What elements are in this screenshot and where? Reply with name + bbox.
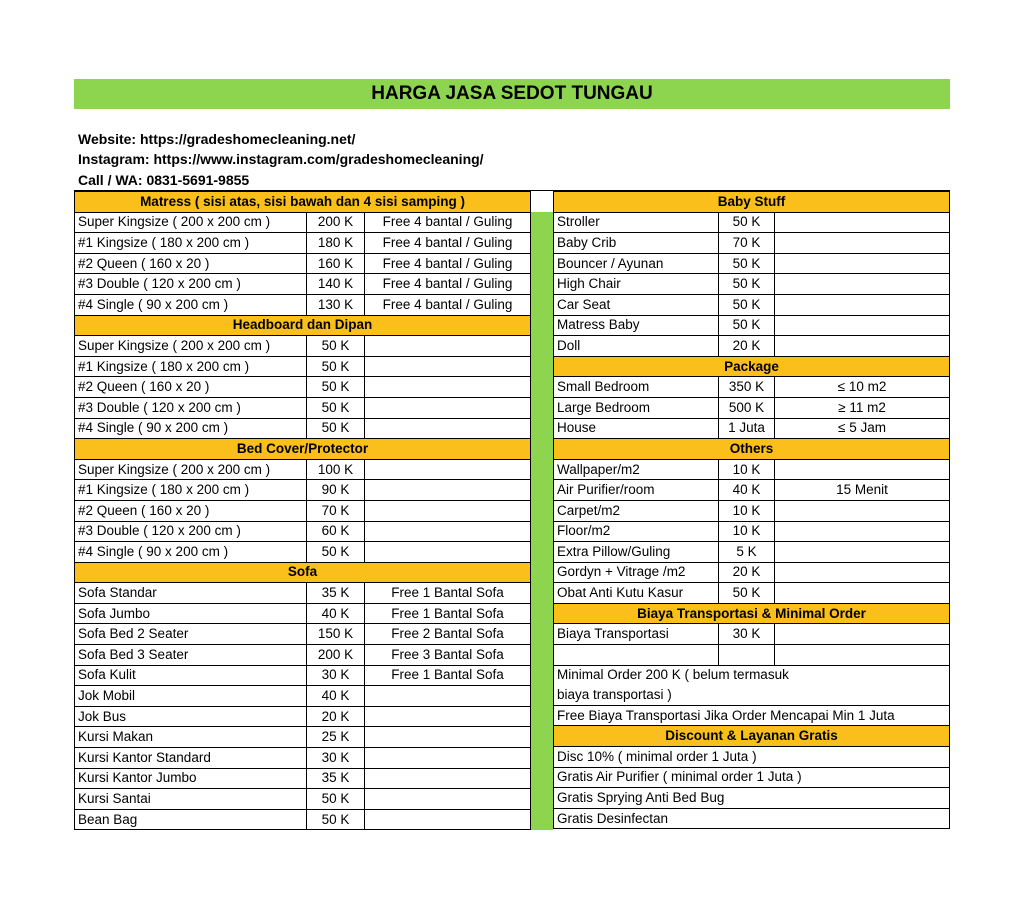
table-row xyxy=(554,480,950,501)
table-row xyxy=(75,706,531,727)
website-info: Website: https://gradeshomecleaning.net/ xyxy=(78,131,356,147)
item-price: 180 K xyxy=(307,233,365,254)
item-price: 50 K xyxy=(719,583,775,604)
item-note xyxy=(775,542,950,563)
table-row xyxy=(75,459,531,480)
item-price: 60 K xyxy=(307,521,365,542)
table-row xyxy=(554,583,950,604)
item-price: 30 K xyxy=(307,748,365,769)
minimal-order-note: Minimal Order 200 K ( belum termasuk xyxy=(554,665,950,685)
matress-header: Matress ( sisi atas, sisi bawah dan 4 sisi samping ) xyxy=(75,192,531,213)
item-name: Carpet/m2 xyxy=(554,500,719,521)
item-price: 10 K xyxy=(719,500,775,521)
table-row xyxy=(554,336,950,357)
table-row xyxy=(554,788,950,809)
item-name: #3 Double ( 120 x 200 cm ) xyxy=(75,274,307,295)
item-note xyxy=(365,686,531,707)
item-price: 50 K xyxy=(719,294,775,315)
item-name: #3 Double ( 120 x 200 cm ) xyxy=(75,397,307,418)
baby-stuff-header: Baby Stuff xyxy=(554,192,950,213)
item-price: 10 K xyxy=(719,521,775,542)
item-name: Jok Mobil xyxy=(75,686,307,707)
item-name: Stroller xyxy=(554,212,719,233)
item-price xyxy=(719,645,775,666)
item-note xyxy=(775,562,950,583)
item-note xyxy=(365,480,531,501)
table-row xyxy=(554,747,950,768)
item-price: 20 K xyxy=(307,706,365,727)
item-price: 50 K xyxy=(307,397,365,418)
bedcover-header: Bed Cover/Protector xyxy=(75,439,531,460)
table-row xyxy=(554,315,950,336)
item-name: Jok Bus xyxy=(75,706,307,727)
package-header: Package xyxy=(554,356,950,377)
section-header-row xyxy=(75,315,531,336)
section-header-row xyxy=(554,439,950,460)
table-row xyxy=(554,542,950,563)
table-row xyxy=(554,665,950,685)
table-row xyxy=(554,521,950,542)
table-row xyxy=(554,500,950,521)
item-note: Free 1 Bantal Sofa xyxy=(365,603,531,624)
table-row xyxy=(554,377,950,398)
item-price: 20 K xyxy=(719,562,775,583)
item-name: #4 Single ( 90 x 200 cm ) xyxy=(75,418,307,439)
table-row xyxy=(75,212,531,233)
item-price: 50 K xyxy=(307,418,365,439)
item-name xyxy=(554,645,719,666)
item-name: Matress Baby xyxy=(554,315,719,336)
item-name: Floor/m2 xyxy=(554,521,719,542)
item-note xyxy=(775,274,950,295)
item-price: 500 K xyxy=(719,397,775,418)
item-note xyxy=(775,315,950,336)
item-price: 50 K xyxy=(307,336,365,357)
item-price: 50 K xyxy=(307,377,365,398)
item-name: #1 Kingsize ( 180 x 200 cm ) xyxy=(75,233,307,254)
table-row xyxy=(75,336,531,357)
table-row xyxy=(75,727,531,748)
item-note: Free 1 Bantal Sofa xyxy=(365,583,531,604)
item-note xyxy=(365,748,531,769)
item-name: Bouncer / Ayunan xyxy=(554,253,719,274)
item-note xyxy=(775,521,950,542)
item-price: 50 K xyxy=(719,212,775,233)
item-note xyxy=(775,645,950,666)
item-note: Free 1 Bantal Sofa xyxy=(365,665,531,686)
table-row xyxy=(75,603,531,624)
item-price: 350 K xyxy=(719,377,775,398)
item-note xyxy=(775,459,950,480)
table-row xyxy=(75,624,531,645)
table-row xyxy=(554,418,950,439)
table-row xyxy=(75,789,531,810)
table-row xyxy=(75,583,531,604)
item-name: #4 Single ( 90 x 200 cm ) xyxy=(75,542,307,563)
table-row xyxy=(75,645,531,666)
item-name: #4 Single ( 90 x 200 cm ) xyxy=(75,294,307,315)
table-row xyxy=(75,397,531,418)
table-row xyxy=(554,274,950,295)
item-note: Free 4 bantal / Guling xyxy=(365,253,531,274)
item-name: Kursi Santai xyxy=(75,789,307,810)
item-name: Small Bedroom xyxy=(554,377,719,398)
table-row xyxy=(554,624,950,645)
item-name: Large Bedroom xyxy=(554,397,719,418)
item-name: Extra Pillow/Guling xyxy=(554,542,719,563)
item-name: #2 Queen ( 160 x 20 ) xyxy=(75,500,307,521)
item-note xyxy=(365,418,531,439)
item-note: ≤ 10 m2 xyxy=(775,377,950,398)
item-price: 5 K xyxy=(719,542,775,563)
item-note xyxy=(775,336,950,357)
table-row xyxy=(75,500,531,521)
table-row xyxy=(75,233,531,254)
item-name: Super Kingsize ( 200 x 200 cm ) xyxy=(75,336,307,357)
contact-info: Call / WA: 0831-5691-9855 xyxy=(78,172,250,188)
table-row xyxy=(554,397,950,418)
table-row xyxy=(75,377,531,398)
item-note: Free 4 bantal / Guling xyxy=(365,212,531,233)
transport-header: Biaya Transportasi & Minimal Order xyxy=(554,603,950,624)
column-separator xyxy=(530,212,553,830)
item-name: Car Seat xyxy=(554,294,719,315)
item-price: 50 K xyxy=(719,274,775,295)
item-name: Sofa Bed 3 Seater xyxy=(75,645,307,666)
item-name: Sofa Jumbo xyxy=(75,603,307,624)
left-price-table xyxy=(74,191,531,830)
table-row xyxy=(75,542,531,563)
item-price: 50 K xyxy=(307,809,365,830)
table-row xyxy=(75,521,531,542)
item-note xyxy=(365,500,531,521)
table-row xyxy=(75,356,531,377)
item-name: Kursi Makan xyxy=(75,727,307,748)
item-note: Free 4 bantal / Guling xyxy=(365,274,531,295)
item-price: 50 K xyxy=(307,542,365,563)
item-name: Doll xyxy=(554,336,719,357)
item-name: Obat Anti Kutu Kasur xyxy=(554,583,719,604)
item-note xyxy=(365,459,531,480)
page-title: HARGA JASA SEDOT TUNGAU xyxy=(371,83,653,104)
discount-header: Discount & Layanan Gratis xyxy=(554,726,950,747)
item-name: Sofa Standar xyxy=(75,583,307,604)
table-row xyxy=(75,686,531,707)
item-note xyxy=(775,294,950,315)
item-note xyxy=(365,397,531,418)
section-header-row xyxy=(554,603,950,624)
item-price: 50 K xyxy=(307,789,365,810)
item-note xyxy=(365,789,531,810)
item-note xyxy=(365,706,531,727)
table-row xyxy=(554,233,950,254)
item-note xyxy=(365,809,531,830)
item-name: Sofa Kulit xyxy=(75,665,307,686)
item-name: Bean Bag xyxy=(75,809,307,830)
item-price: 200 K xyxy=(307,212,365,233)
discount-item: Gratis Sprying Anti Bed Bug xyxy=(554,788,950,809)
item-price: 30 K xyxy=(307,665,365,686)
item-price: 25 K xyxy=(307,727,365,748)
table-row xyxy=(554,562,950,583)
item-name: Kursi Kantor Jumbo xyxy=(75,768,307,789)
item-note: 15 Menit xyxy=(775,480,950,501)
section-header-row xyxy=(554,192,950,213)
item-name: #1 Kingsize ( 180 x 200 cm ) xyxy=(75,356,307,377)
table-row xyxy=(554,253,950,274)
item-name: Gordyn + Vitrage /m2 xyxy=(554,562,719,583)
others-header: Others xyxy=(554,439,950,460)
instagram-info: Instagram: https://www.instagram.com/gradeshomecleaning/ xyxy=(78,151,484,167)
table-row xyxy=(554,705,950,726)
item-price: 200 K xyxy=(307,645,365,666)
item-note xyxy=(775,583,950,604)
section-header-row xyxy=(75,192,531,213)
table-row xyxy=(75,665,531,686)
item-note xyxy=(365,542,531,563)
item-note: Free 4 bantal / Guling xyxy=(365,294,531,315)
discount-item: Gratis Desinfectan xyxy=(554,808,950,829)
sofa-header: Sofa xyxy=(75,562,531,583)
item-price: 40 K xyxy=(719,480,775,501)
item-note xyxy=(365,727,531,748)
item-note xyxy=(365,336,531,357)
item-name: Kursi Kantor Standard xyxy=(75,748,307,769)
item-note xyxy=(365,768,531,789)
table-row xyxy=(75,748,531,769)
table-row xyxy=(75,274,531,295)
headboard-header: Headboard dan Dipan xyxy=(75,315,531,336)
item-name: #2 Queen ( 160 x 20 ) xyxy=(75,377,307,398)
item-note xyxy=(365,521,531,542)
item-price: 35 K xyxy=(307,583,365,604)
item-price: 40 K xyxy=(307,603,365,624)
table-row xyxy=(75,480,531,501)
table-row xyxy=(75,253,531,274)
item-price: 90 K xyxy=(307,480,365,501)
item-name: Baby Crib xyxy=(554,233,719,254)
item-price: 70 K xyxy=(719,233,775,254)
title-banner xyxy=(74,79,950,109)
item-price: 130 K xyxy=(307,294,365,315)
item-name: Sofa Bed 2 Seater xyxy=(75,624,307,645)
item-name: House xyxy=(554,418,719,439)
table-row xyxy=(554,212,950,233)
item-note: ≤ 5 Jam xyxy=(775,418,950,439)
item-price: 50 K xyxy=(307,356,365,377)
minimal-order-note-cont: biaya transportasi ) xyxy=(554,685,950,705)
section-header-row xyxy=(75,439,531,460)
item-note xyxy=(775,624,950,645)
table-row xyxy=(75,768,531,789)
right-price-table xyxy=(553,191,950,829)
item-name: Biaya Transportasi xyxy=(554,624,719,645)
item-price: 30 K xyxy=(719,624,775,645)
item-note: Free 3 Bantal Sofa xyxy=(365,645,531,666)
item-name: Air Purifier/room xyxy=(554,480,719,501)
table-row xyxy=(75,418,531,439)
item-note xyxy=(775,233,950,254)
item-name: #2 Queen ( 160 x 20 ) xyxy=(75,253,307,274)
item-note xyxy=(775,212,950,233)
item-price: 40 K xyxy=(307,686,365,707)
section-header-row xyxy=(75,562,531,583)
item-price: 140 K xyxy=(307,274,365,295)
item-name: #3 Double ( 120 x 200 cm ) xyxy=(75,521,307,542)
item-name: #1 Kingsize ( 180 x 200 cm ) xyxy=(75,480,307,501)
item-note xyxy=(775,500,950,521)
table-row xyxy=(554,808,950,829)
item-price: 160 K xyxy=(307,253,365,274)
free-transport-note: Free Biaya Transportasi Jika Order Mencapai Min 1 Juta xyxy=(554,705,950,726)
item-note xyxy=(775,253,950,274)
item-note: ≥ 11 m2 xyxy=(775,397,950,418)
item-note xyxy=(365,377,531,398)
item-price: 100 K xyxy=(307,459,365,480)
item-note xyxy=(365,356,531,377)
table-row xyxy=(75,809,531,830)
item-name: Super Kingsize ( 200 x 200 cm ) xyxy=(75,459,307,480)
item-price: 50 K xyxy=(719,253,775,274)
item-price: 20 K xyxy=(719,336,775,357)
item-price: 35 K xyxy=(307,768,365,789)
item-note: Free 2 Bantal Sofa xyxy=(365,624,531,645)
item-name: High Chair xyxy=(554,274,719,295)
item-name: Wallpaper/m2 xyxy=(554,459,719,480)
item-note: Free 4 bantal / Guling xyxy=(365,233,531,254)
item-price: 10 K xyxy=(719,459,775,480)
table-row xyxy=(554,645,950,666)
item-price: 70 K xyxy=(307,500,365,521)
section-header-row xyxy=(554,726,950,747)
table-row xyxy=(75,294,531,315)
discount-item: Gratis Air Purifier ( minimal order 1 Juta ) xyxy=(554,767,950,788)
table-row xyxy=(554,685,950,705)
item-price: 150 K xyxy=(307,624,365,645)
item-name: Super Kingsize ( 200 x 200 cm ) xyxy=(75,212,307,233)
table-row xyxy=(554,294,950,315)
table-row xyxy=(554,767,950,788)
item-price: 1 Juta xyxy=(719,418,775,439)
section-header-row xyxy=(554,356,950,377)
item-price: 50 K xyxy=(719,315,775,336)
table-row xyxy=(554,459,950,480)
discount-item: Disc 10% ( minimal order 1 Juta ) xyxy=(554,747,950,768)
